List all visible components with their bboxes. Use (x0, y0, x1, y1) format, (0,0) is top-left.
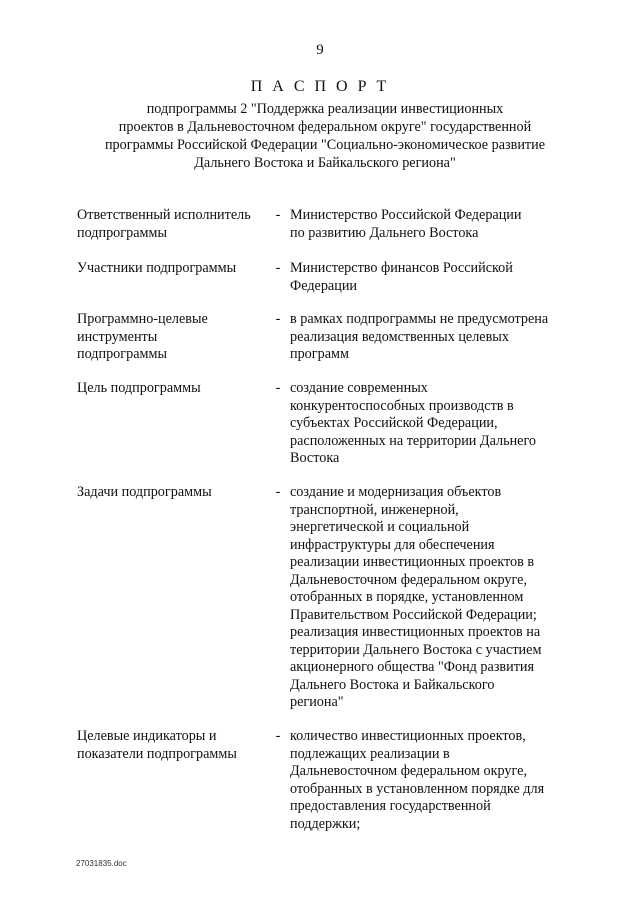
subprogram-subtitle (80, 100, 570, 172)
value-line: создание и модернизация объектов (290, 484, 502, 500)
page-number: 9 (316, 42, 324, 58)
document-title: П А С П О Р Т (250, 78, 390, 95)
row-dash: - (275, 484, 281, 500)
label-line: Участники подпрограммы (77, 260, 237, 276)
value-line: создание современных (290, 380, 428, 396)
label-line: подпрограммы (77, 224, 167, 241)
label-line: Ответственный исполнитель (77, 207, 251, 223)
value-line: Востока (290, 450, 340, 466)
value-line: территории Дальнего Востока с участием (290, 641, 542, 658)
row-value (290, 380, 575, 468)
subtitle-line: проектов в Дальневосточном федеральном округе" государственной (118, 119, 532, 135)
label-line: подпрограммы (77, 346, 167, 362)
value-line: предоставления государственной (290, 798, 491, 814)
label-line: показатели подпрограммы (77, 745, 237, 762)
value-line: реализация ведомственных целевых (290, 328, 509, 345)
row-label (77, 207, 272, 242)
value-line: Правительством Российской Федерации; (290, 606, 537, 623)
row-label (77, 311, 272, 364)
row-dash: - (275, 728, 281, 744)
subtitle-line: Дальнего Востока и Байкальского региона" (194, 155, 456, 171)
label-line: Цель подпрограммы (77, 380, 201, 396)
row-value (290, 484, 575, 712)
value-line: количество инвестиционных проектов, (290, 728, 526, 744)
value-line: Дальнего Востока и Байкальского (290, 676, 495, 693)
row-dash: - (275, 311, 281, 327)
row-value (290, 207, 575, 242)
value-line: Дальневосточном федеральном округе, (290, 571, 527, 588)
label-line: инструменты (77, 328, 158, 345)
value-line: по развитию Дальнего Востока (290, 224, 479, 241)
row-dash: - (275, 207, 281, 223)
value-line: Министерство финансов Российской (290, 260, 513, 276)
label-line: Программно-целевые (77, 311, 208, 327)
value-line: инфраструктуры для обеспечения (290, 536, 495, 553)
value-line: Министерство Российской Федерации (290, 207, 522, 223)
row-dash: - (275, 380, 281, 396)
value-line: подлежащих реализации в (290, 745, 450, 762)
value-line: конкурентоспособных производств в (290, 397, 514, 414)
value-line: реализации инвестиционных проектов в (290, 554, 535, 570)
value-line: акционерного общества "Фонд развития (290, 659, 535, 675)
value-line: транспортной, инженерной, (290, 501, 459, 518)
row-label (77, 380, 272, 398)
label-line: Задачи подпрограммы (77, 484, 212, 500)
value-line: субъектах Российской Федерации, (290, 415, 498, 431)
value-line: отобранных в установленном порядке для (290, 780, 545, 797)
value-line: расположенных на территории Дальнего (290, 432, 537, 449)
value-line: программ (290, 346, 349, 362)
value-line: энергетической и социальной (290, 519, 470, 535)
value-line: отобранных в порядке, установленном (290, 589, 524, 605)
value-line: региона" (290, 694, 344, 710)
value-line: поддержки; (290, 815, 361, 832)
row-label (77, 484, 272, 502)
label-line: Целевые индикаторы и (77, 728, 217, 744)
subtitle-line: подпрограммы 2 "Поддержка реализации инвестиционных (146, 101, 504, 117)
value-line: реализация инвестиционных проектов на (290, 624, 541, 640)
row-label (77, 728, 272, 763)
value-line: в рамках подпрограммы не предусмотрена (290, 311, 549, 327)
value-line: Федерации (290, 277, 358, 294)
subtitle-line: программы Российской Федерации "Социально-экономическое развитие (104, 137, 546, 153)
value-line: Дальневосточном федеральном округе, (290, 763, 527, 779)
footer-filename: 27031835.doc (76, 859, 127, 868)
row-value (290, 260, 575, 295)
row-label (77, 260, 272, 278)
row-value (290, 311, 575, 364)
row-value (290, 728, 575, 833)
row-dash: - (275, 260, 281, 276)
